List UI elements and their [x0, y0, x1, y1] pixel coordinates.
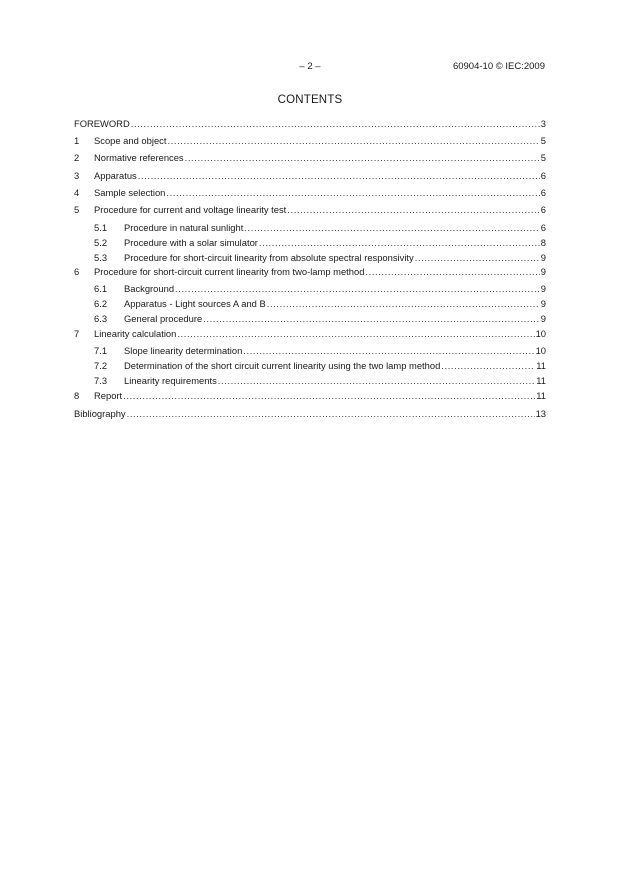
toc-entry[interactable]: [74, 170, 546, 183]
toc-entry-page: 9: [540, 313, 546, 324]
toc-entry-page: 11: [536, 360, 546, 371]
toc-entry-title: Procedure for short-circuit linearity from absolute spectral responsivity: [124, 252, 414, 263]
toc-entry-title: Determination of the short circuit current linearity using the two lamp method: [124, 360, 441, 371]
toc-entry-title: Slope linearity determination: [124, 345, 243, 356]
toc-entry-title: Apparatus - Light sources A and B: [124, 298, 266, 309]
toc-entry-number: 7.3: [94, 375, 108, 386]
toc-entry-number: 7.1: [94, 345, 108, 356]
toc-entry-title: General procedure: [124, 313, 203, 324]
toc-entry-title: Normative references: [94, 152, 184, 163]
toc-entry-number: 6: [74, 266, 80, 277]
toc-entry[interactable]: [74, 360, 546, 373]
toc-entry-page: 9: [540, 266, 546, 277]
toc-entry-title: Procedure for current and voltage linearity test: [94, 204, 287, 215]
toc-entry[interactable]: [74, 298, 546, 311]
dot-leader: [175, 283, 540, 294]
toc-entry-title: Linearity calculation: [94, 328, 177, 339]
toc-entry-number: 4: [74, 187, 80, 198]
dot-leader: [243, 345, 534, 356]
toc-entry-title: FOREWORD: [74, 118, 130, 129]
dot-leader: [287, 204, 539, 215]
toc-entry[interactable]: [74, 283, 546, 296]
contents-heading: CONTENTS: [277, 94, 343, 106]
toc-entry[interactable]: [74, 266, 546, 279]
dot-leader: [138, 170, 540, 181]
toc-entry-page: 5: [540, 152, 546, 163]
dot-leader: [267, 298, 540, 309]
page-header: [0, 61, 620, 73]
toc-entry-page: 11: [536, 390, 546, 401]
toc-entry[interactable]: [74, 237, 546, 250]
toc-entry-page: 9: [540, 283, 546, 294]
toc-entry-page: 11: [536, 375, 546, 386]
toc-entry-page: 10: [535, 328, 546, 339]
toc-entry-page: 9: [540, 298, 546, 309]
toc-entry[interactable]: [74, 204, 546, 217]
toc-entry[interactable]: [74, 345, 546, 358]
toc-entry-number: 7: [74, 328, 80, 339]
toc-entry-title: Procedure in natural sunlight: [124, 222, 244, 233]
toc-entry[interactable]: [74, 252, 546, 265]
toc-entry-title: Procedure with a solar simulator: [124, 237, 258, 248]
toc-entry-page: 6: [540, 187, 546, 198]
toc-entry-title: Report: [94, 390, 123, 401]
toc-entry-number: 3: [74, 170, 80, 181]
page-number: – 2 –: [299, 61, 321, 72]
toc-entry[interactable]: [74, 187, 546, 200]
toc-entry-title: Procedure for short-circuit current linearity from two-lamp method: [94, 266, 365, 277]
toc-entry-title: Sample selection: [94, 187, 166, 198]
toc-entry-number: 5: [74, 204, 80, 215]
toc-entry-number: 2: [74, 152, 80, 163]
toc-entry-title: Background: [124, 283, 175, 294]
dot-leader: [127, 408, 535, 419]
dot-leader: [415, 252, 540, 263]
toc-entry[interactable]: [74, 408, 546, 421]
toc-entry-number: 7.2: [94, 360, 108, 371]
toc-entry[interactable]: [74, 135, 546, 148]
toc-entry-page: 5: [540, 135, 546, 146]
toc-entry[interactable]: [74, 328, 546, 341]
dot-leader: [177, 328, 534, 339]
document-reference: 60904-10 © IEC:2009: [452, 61, 545, 72]
toc-entry[interactable]: [74, 390, 546, 403]
dot-leader: [365, 266, 539, 277]
toc-entry-number: 5.2: [94, 237, 108, 248]
toc-entry-number: 6.3: [94, 313, 108, 324]
toc-entry-page: 9: [540, 252, 546, 263]
dot-leader: [185, 152, 540, 163]
toc-entry-page: 6: [540, 222, 546, 233]
toc-entry[interactable]: [74, 222, 546, 235]
toc-entry[interactable]: [74, 118, 546, 131]
toc-entry-title: Apparatus: [94, 170, 137, 181]
dot-leader: [166, 187, 539, 198]
toc-entry-title: Scope and object: [94, 135, 167, 146]
toc-entry-number: 5.3: [94, 252, 108, 263]
toc-entry-number: 6.2: [94, 298, 108, 309]
dot-leader: [203, 313, 540, 324]
dot-leader: [131, 118, 540, 129]
dot-leader: [123, 390, 535, 401]
toc-entry-number: 1: [74, 135, 80, 146]
toc-entry-title: Bibliography: [74, 408, 126, 419]
toc-entry-page: 8: [540, 237, 546, 248]
dot-leader: [441, 360, 535, 371]
toc-entry-page: 13: [535, 408, 546, 419]
dot-leader: [167, 135, 539, 146]
toc-entry-number: 5.1: [94, 222, 108, 233]
toc-entry-page: 6: [540, 170, 546, 181]
toc-entry-page: 3: [540, 118, 546, 129]
dot-leader: [218, 375, 536, 386]
toc-entry-number: 6.1: [94, 283, 108, 294]
toc-entry[interactable]: [74, 375, 546, 388]
toc-entry[interactable]: [74, 313, 546, 326]
toc-entry-page: 6: [540, 204, 546, 215]
toc-entry-page: 10: [535, 345, 546, 356]
toc-entry-title: Linearity requirements: [124, 375, 217, 386]
dot-leader: [259, 237, 540, 248]
dot-leader: [244, 222, 539, 233]
toc-entry-number: 8: [74, 390, 80, 401]
toc-entry[interactable]: [74, 152, 546, 165]
